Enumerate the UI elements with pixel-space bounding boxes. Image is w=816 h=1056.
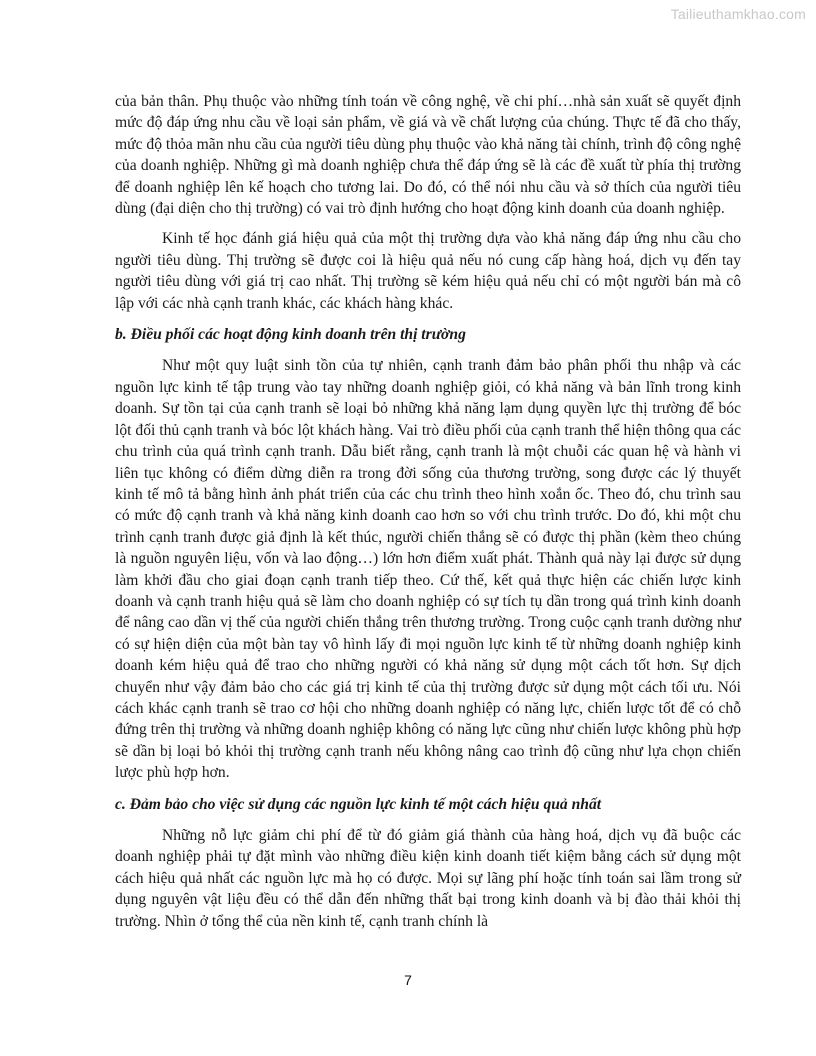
section-heading-b: b. Điều phối các hoạt động kinh doanh trên thị trường (115, 326, 466, 344)
watermark-text: Tailieuthamkhao.com (670, 6, 806, 22)
document-body (115, 91, 741, 932)
paragraph-2: Kinh tế học đánh giá hiệu quả của một thị trường dựa vào khả năng đáp ứng nhu cầu cho người tiêu dùng. Thị trường sẽ được coi là hiệu quả nếu nó cung cấp hàng hoá, dịch vụ đến tay người tiêu dùng với giá trị cao nhất. Thị trường sẽ kém hiệu quả nếu chỉ có một người bán mà cô lập với các nhà cạnh tranh khác, các khách hàng khác. (115, 230, 741, 312)
paragraph-4: Những nỗ lực giảm chi phí để từ đó giảm giá thành của hàng hoá, dịch vụ đã buộc các doanh nghiệp phải tự đặt mình vào những điều kiện kinh doanh tiết kiệm bằng cách sử dụng một cách hiệu quả nhất các nguồn lực mà họ có được. Mọi sự lãng phí hoặc tính toán sai lầm trong sử dụng nguyên vật liệu đều có thể dẫn đến những thất bại trong kinh doanh và bị đào thải khỏi thị trường. Nhìn ở tổng thể của nền kinh tế, cạnh tranh chính là (115, 827, 741, 930)
paragraph-1: của bản thân. Phụ thuộc vào những tính toán về công nghệ, về chi phí…nhà sản xuất sẽ quyết định mức độ đáp ứng nhu cầu về loại sản phẩm, về giá và về chất lượng của chúng. Thực tế đã cho thấy, mức độ thỏa mãn nhu cầu của người tiêu dùng phụ thuộc vào khả năng tài chính, trình độ công nghệ của doanh nghiệp. Những gì mà doanh nghiệp chưa thể đáp ứng sẽ là các đề xuất từ phía thị trường để doanh nghiệp lên kế hoạch cho tương lai. Do đó, có thể nói nhu cầu và sở thích của người tiêu dùng (đại diện cho thị trường) có vai trò định hướng cho hoạt động kinh doanh của doanh nghiệp. (115, 93, 741, 218)
section-heading-c: c. Đảm bảo cho việc sử dụng các nguồn lực kinh tế một cách hiệu quả nhất (115, 795, 602, 813)
paragraph-3: Như một quy luật sinh tồn của tự nhiên, cạnh tranh đảm bảo phân phối thu nhập và các nguồn lực kinh tế tập trung vào tay những doanh nghiệp giỏi, có khả năng và bản lĩnh trong kinh doanh. Sự tồn tại của cạnh tranh sẽ loại bỏ những khả năng lạm dụng quyền lực thị trường để bóc lột đối thủ cạnh tranh và bóc lột khách hàng. Vai trò điều phối của cạnh tranh thể hiện thông qua các chu trình của quá trình cạnh tranh. Dẫu biết rằng, cạnh tranh là một chuỗi các quan hệ và hành vi liên tục không có điểm dừng diễn ra trong đời sống của thương trường, song được các lý thuyết kinh tế mô tả bằng hình ảnh phát triển của các chu trình theo hình xoắn ốc. Theo đó, chu trình sau có mức độ cạnh tranh và khả năng kinh doanh cao hơn so với chu trình trước. Do đó, khi một chu trình cạnh tranh được giả định là kết thúc, người chiến thắng sẽ có được thị phần (kèm theo chúng là nguồn nguyên liệu, vốn và lao động…) lớn hơn điểm xuất phát. Thành quả này lại được sử dụng làm khởi đầu cho giai đoạn cạnh tranh tiếp theo. Cứ thế, kết quả thực hiện các chiến lược kinh doanh và cạnh tranh hiệu quả sẽ làm cho doanh nghiệp có sự tích tụ dần trong quá trình kinh doanh để nâng cao dần vị thế của người chiến thắng trên thương trường. Trong cuộc cạnh tranh dường như có sự hiện diện của một bàn tay vô hình lấy đi mọi nguồn lực kinh tế từ những doanh nghiệp kinh doanh kém hiệu quả để trao cho những người có khả năng sử dụng một cách tốt hơn. Sự dịch chuyển như vậy đảm bảo cho các giá trị kinh tế của thị trường được sử dụng một cách tối ưu. Nói cách khác cạnh tranh sẽ trao cơ hội cho những doanh nghiệp có năng lực, chiến lược tốt để có chỗ đứng trên thị trường và những doanh nghiệp không có năng lực cũng như chiến lược không phù hợp sẽ dần bị loại bỏ khỏi thị trường cạnh tranh nếu không nâng cao trình độ cũng như lựa chọn chiến lược phù hợp hơn. (115, 357, 741, 782)
page-number: 7 (404, 972, 412, 988)
